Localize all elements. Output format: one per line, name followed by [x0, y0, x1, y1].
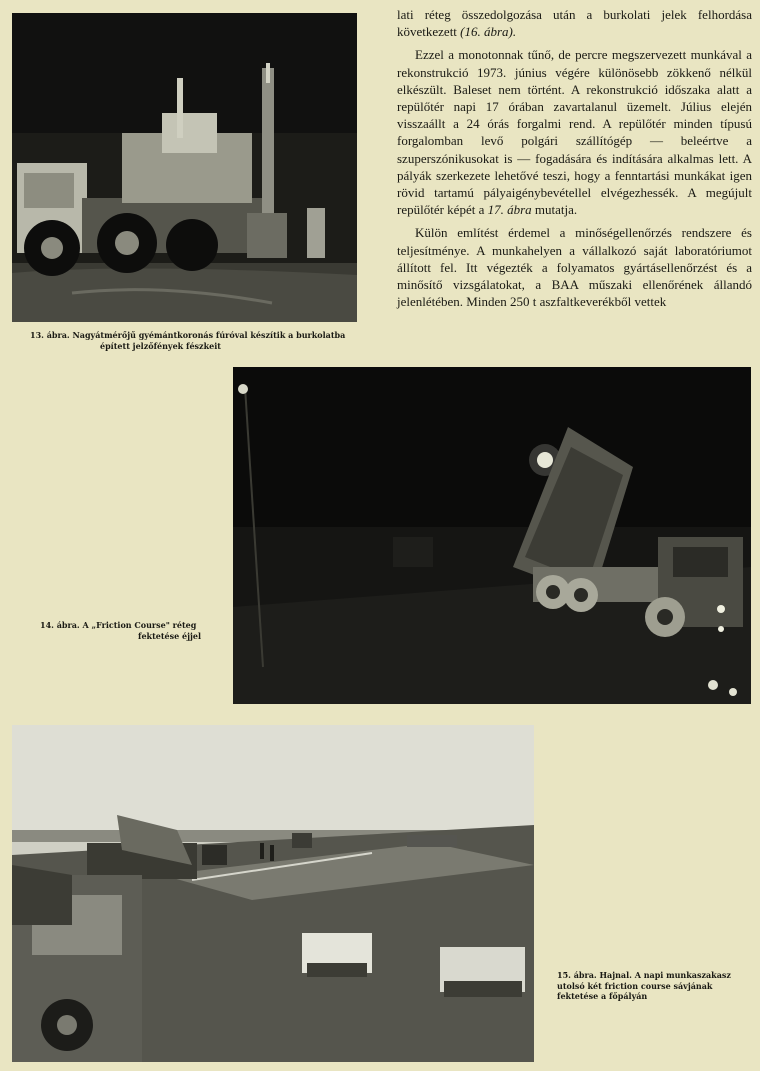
figure-13-caption-line2: épített jelzőfények fészkeit	[100, 340, 221, 351]
article-paragraph-2	[397, 46, 752, 218]
figure-15-caption-line3: fektetése a főpályán	[557, 991, 648, 1001]
figure-15-caption-line2: utolsó két friction course sávjának	[557, 980, 713, 991]
figure-15-number: 15. ábra.	[557, 970, 597, 980]
figure-13-caption-line1: Nagyátmérőjű gyémántkoronás fúróval készítik a burkolatba	[72, 330, 346, 340]
figure-14-caption-line2: fektetése éjjel	[138, 630, 202, 641]
figure-15-caption-line1: Hajnal. A napi munkaszakasz	[599, 970, 731, 980]
p2-figure-ref: 17. ábra	[487, 202, 532, 218]
figure-14-photo	[233, 367, 751, 704]
p2-text: Ezzel a monotonnak tűnő, de percre megszervezett munkával a rekonstrukció 1973. június végére különösebb zökkenő nélkül elkészült. Baleset nem történt. A rekonstrukció időszaka alatt a repülőtér napi 17 órában zavartalanul üzemelt. Július elején visszaállt a 24 órás forgalmi rend. A repülőtér minden típusú forgalomban levő polgári szállítógép — beleértve a szuperszónikusokat is — fogadására és indítására alkalmas lett. A pályák szerkezete lehetővé teszi, hogy a fenntartási munkákat igen rövid tartamú pályaigénybevétellel elvégezhessék. A megújult repülőtér képét a	[397, 47, 752, 218]
p2-end: mutatja.	[531, 202, 578, 218]
figure-15-caption	[557, 970, 757, 1002]
p1-figure-ref: (16. ábra).	[460, 24, 517, 40]
figure-15-photo	[12, 725, 534, 1062]
figure-13-photo	[12, 13, 357, 322]
article-paragraph-3: Külön említést érdemel a minőségellenőrzés rendszere és teljesítménye. A munkahelyen a vállalkozó saját laboratóriumot állított fel. Itt végezték a folyamatos gyártásellenőrzést és a minősítő vizsgálatokat, a BAA műszaki ellenőrének állandó jelenlétében. Minden 250 t aszfaltkeverékből vettek	[397, 225, 752, 310]
p1-text: lati réteg összedolgozása után a burkolati jelek felhordása következett	[397, 7, 752, 40]
figure-14-caption-line1: A „Friction Course" réteg	[82, 620, 197, 630]
figure-13-number: 13. ábra.	[30, 330, 70, 340]
article-text-column	[397, 6, 752, 316]
article-paragraph-1	[397, 6, 752, 40]
figure-13-caption	[30, 330, 370, 351]
figure-14-number: 14. ábra.	[40, 620, 80, 630]
figure-14-caption	[40, 620, 230, 641]
